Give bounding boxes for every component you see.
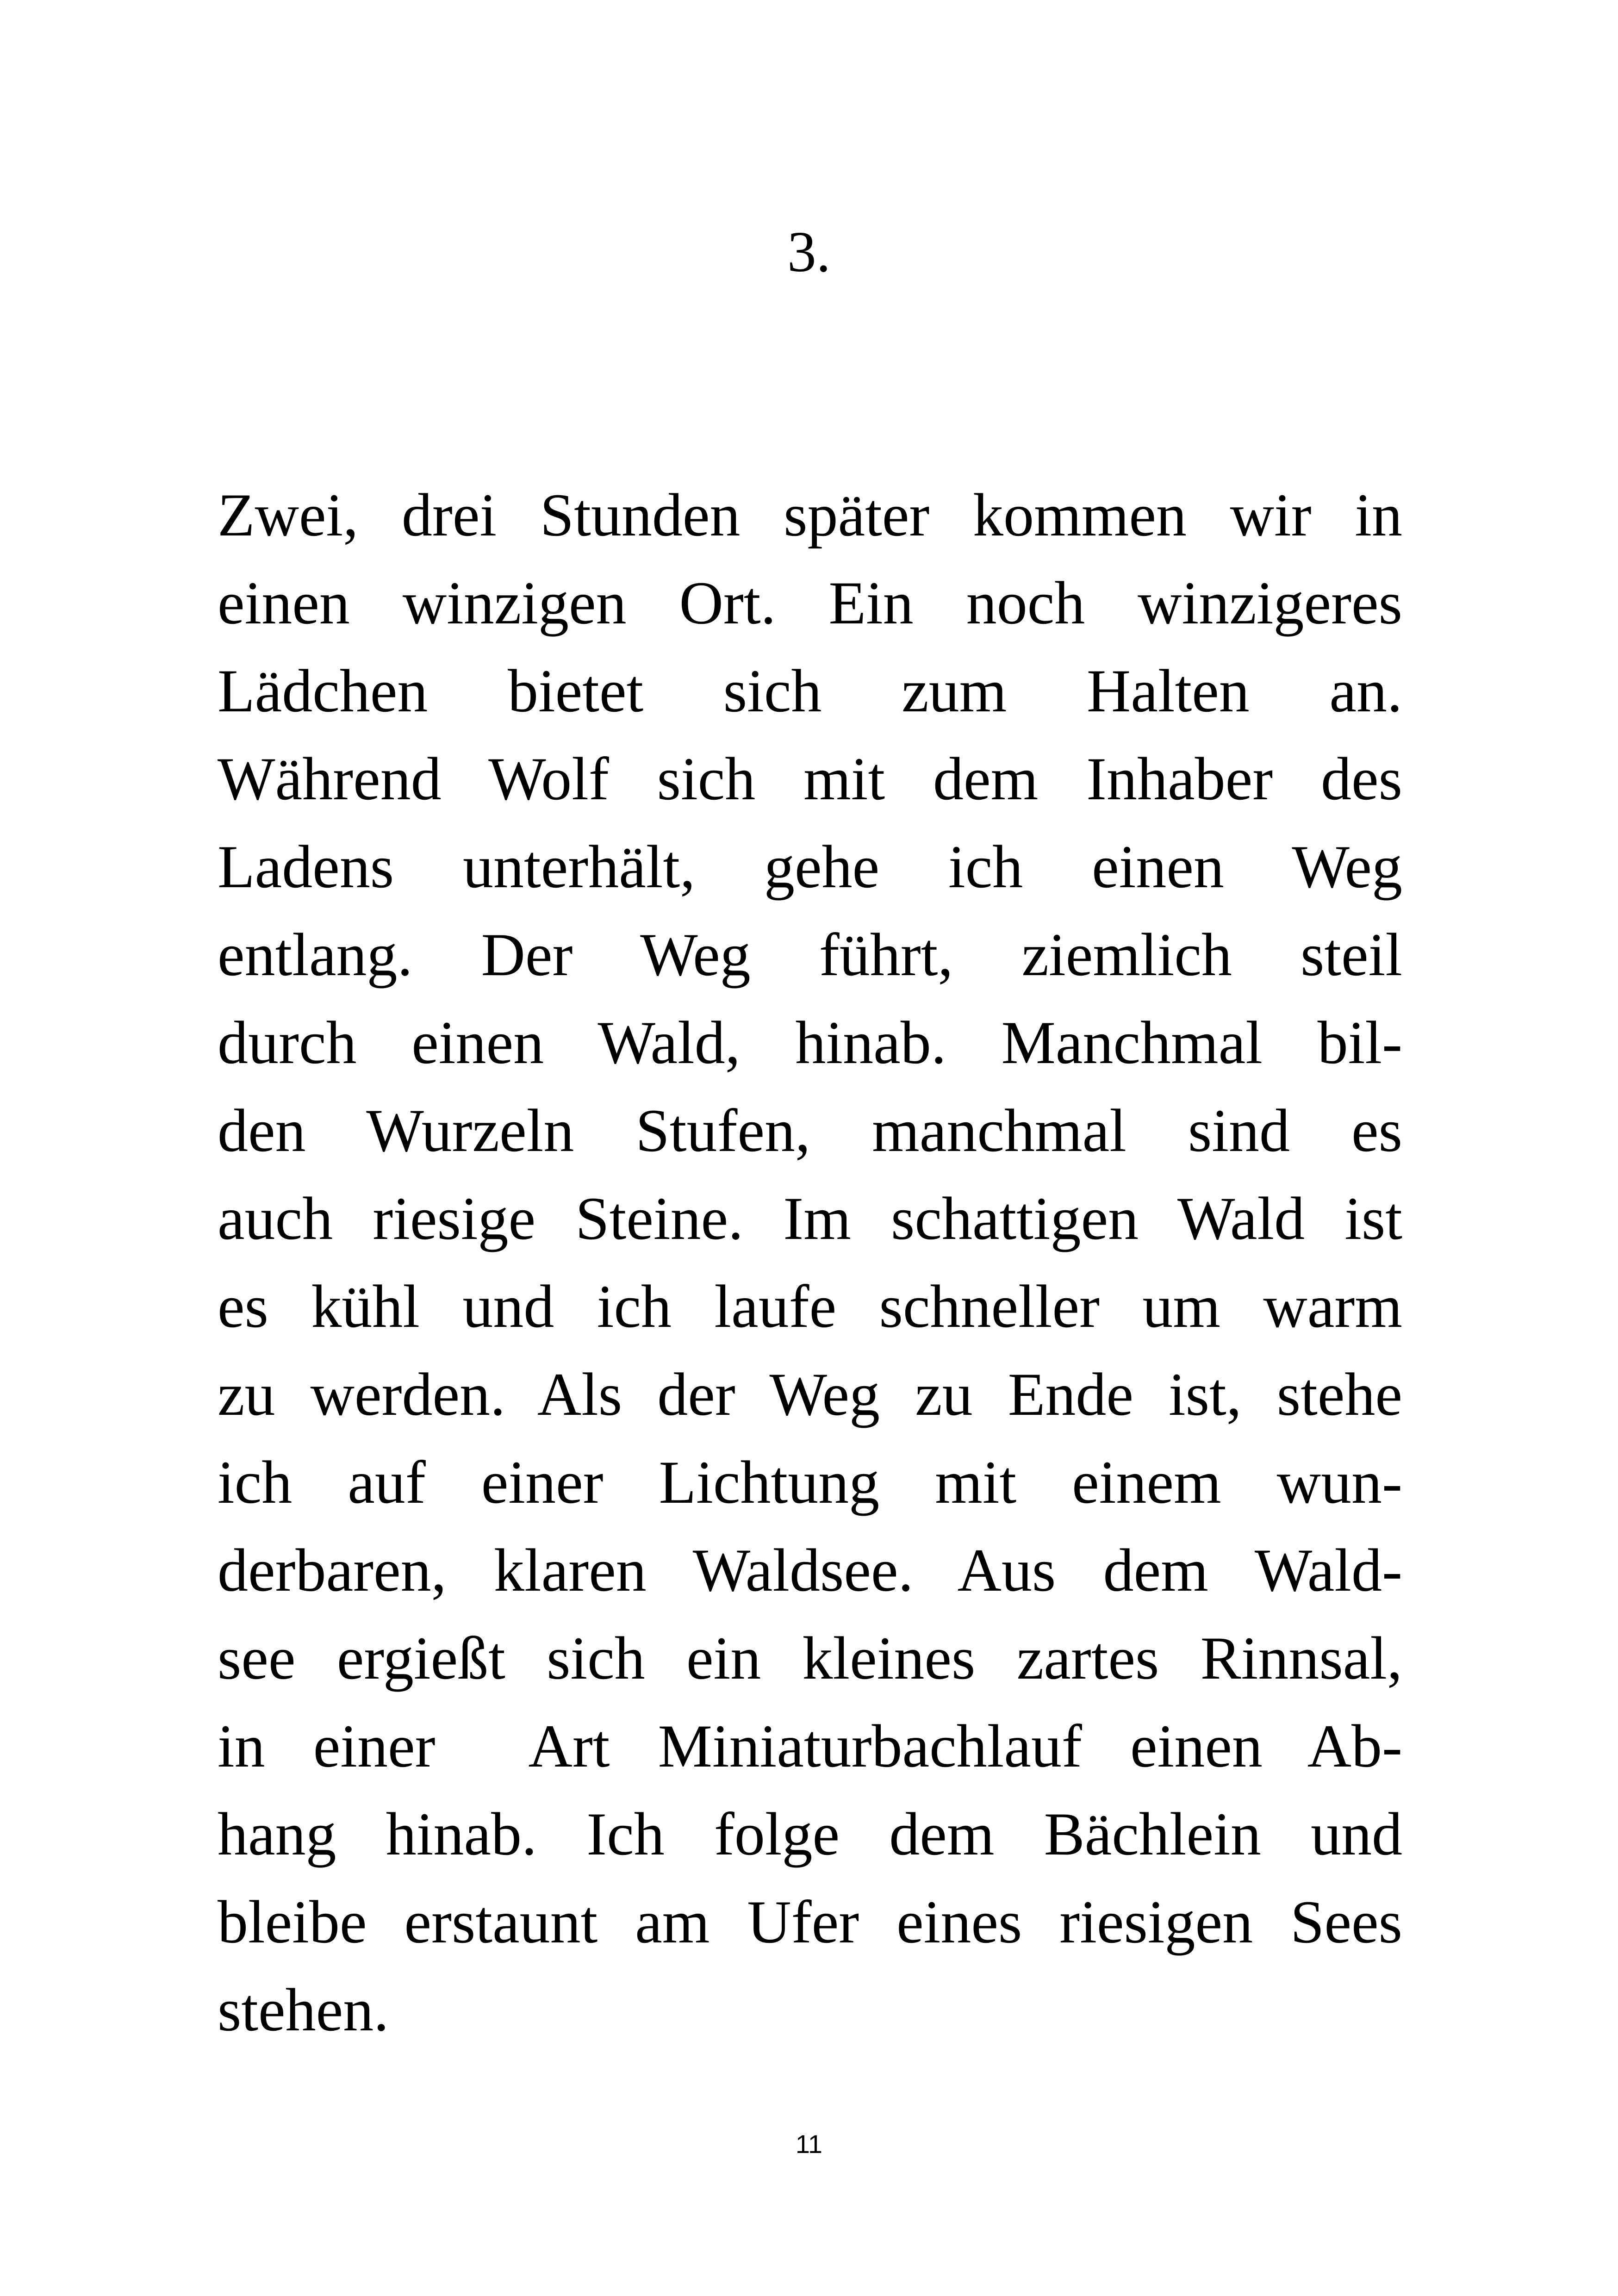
text-line: see ergießt sich ein kleines zartes Rinnsal, xyxy=(218,1624,1402,1692)
text-line: es kühl und ich laufe schneller um warm xyxy=(218,1272,1402,1340)
text-line: Zwei, drei Stunden später kommen wir in xyxy=(218,481,1402,549)
text-line: ich auf einer Lichtung mit einem wun- xyxy=(218,1448,1402,1516)
text-line: zu werden. Als der Weg zu Ende ist, stehe xyxy=(218,1360,1402,1428)
text-line: durch einen Wald, hinab. Manchmal bil- xyxy=(218,1008,1402,1076)
text-line: Während Wolf sich mit dem Inhaber des xyxy=(218,745,1402,813)
text-line: in einer Art Miniaturbachlauf einen Ab- xyxy=(218,1712,1402,1780)
text-line: einen winzigen Ort. Ein noch winzigeres xyxy=(218,569,1402,637)
text-line: entlang. Der Weg führt, ziemlich steil xyxy=(218,921,1402,989)
text-line: auch riesige Steine. Im schattigen Wald ist xyxy=(218,1184,1402,1252)
text-line: stehen. xyxy=(218,1976,389,2044)
body-paragraph xyxy=(218,471,1402,2054)
text-line: Ladens unterhält, gehe ich einen Weg xyxy=(218,833,1402,901)
text-line: bleibe erstaunt am Ufer eines riesigen Sees xyxy=(218,1888,1402,1956)
text-line: hang hinab. Ich folge dem Bächlein und xyxy=(218,1800,1402,1868)
page-number: 11 xyxy=(795,2129,823,2159)
chapter-number: 3. xyxy=(787,220,831,284)
text-line: den Wurzeln Stufen, manchmal sind es xyxy=(218,1096,1402,1164)
text-line: Lädchen bietet sich zum Halten an. xyxy=(218,657,1402,725)
text-line: derbaren, klaren Waldsee. Aus dem Wald- xyxy=(218,1536,1402,1604)
